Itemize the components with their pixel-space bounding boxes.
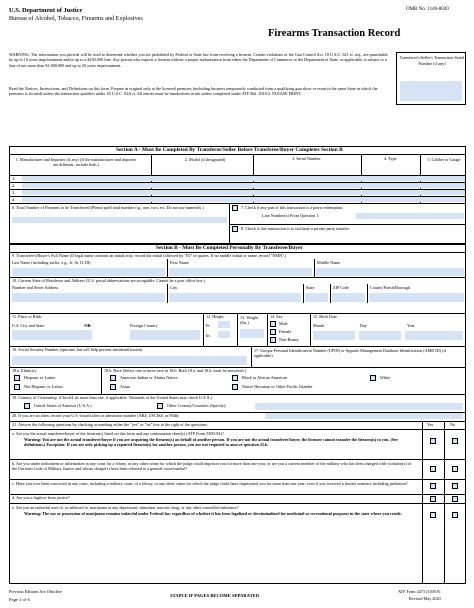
- instructions-text: Read the Notices, Instructions, and Definitions on this form. Prepare in original only at the licensed premises (including business temporarily conducted from a qualifying gun show or event in the same State in which the premises is located) unless the transaction qualifies under 18 U.S.C. 922(c). All entries must be handwritten in ink unless completed under ATF Rul. 2016-2. PLEASE PRINT.: [9, 86, 378, 97]
- q13-label: 13. Weight (lbs.): [240, 315, 259, 326]
- q7-label: 7. Check if any part of this transaction is a pawn redemption.: [241, 205, 344, 210]
- row-2: 2.: [12, 183, 16, 188]
- birth-year-field[interactable]: [405, 331, 463, 340]
- race-white-checkbox[interactable]: [370, 375, 376, 381]
- firearm-row-1-field[interactable]: [22, 176, 465, 181]
- q9-label: 9. Transferee's/Buyer's Full Name (If legal name contains an initial only, record the initial followed by "IO" in quotes. If no middle initial or name, record "NMN".): [12, 253, 287, 258]
- q10-label: 10. Current State of Residence and Address (U.S. postal abbreviations are acceptable. Cannot be a post office box.): [12, 278, 205, 283]
- birth-city-field[interactable]: [12, 330, 92, 340]
- col-model: 2. Model (if designated): [184, 157, 226, 162]
- hispanic-label: Hispanic or Latino: [24, 375, 56, 380]
- divider: [229, 224, 466, 225]
- nonbinary-label: Non-Binary: [279, 337, 300, 342]
- race-american-indian-label: American Indian or Alaska Native: [120, 375, 178, 380]
- race-white-label: White: [380, 375, 391, 380]
- citizenship-usa-label: United States of America (U.S.A.): [34, 403, 92, 408]
- q11-label: 11. Place of Birth: [12, 314, 42, 319]
- q21b-label: b. Are you under indictment or information in any court for a felony, or any other crime for which the judge could imprison you for more than one year, or are you a current member of the military who has been charged with violation(s) of the Uniform Code of Military Justice and whose charge(s) have been referred to a general court-martial?: [12, 461, 412, 472]
- staple-note: STAPLE IF PAGES BECOME SEPARATED: [170, 593, 260, 598]
- divider: [9, 203, 466, 204]
- q15-label: 15. Birth Date: [313, 314, 337, 319]
- q17-label: 17. Unique Personal Identification Number (UPIN) or Appeals Management Database Identification (AMD ID) (if applicable): [254, 348, 447, 359]
- q18a-label: 18.a. Ethnicity: [12, 368, 37, 373]
- q6-label: 6. Total Number of Firearms to be Transferred (Please spell total number e.g., one, two, etc. Do not use numerals.): [12, 205, 204, 210]
- q21e-label: e. Are you an unlawful user of, or addicted to, marijuana or any depressant, stimulant, narcotic drug, or any other controlled substance?: [12, 505, 239, 510]
- street-label: Number and Street Address: [12, 285, 59, 290]
- divider: [9, 154, 466, 155]
- county-field[interactable]: [369, 293, 464, 302]
- race-asian-checkbox[interactable]: [110, 384, 116, 390]
- not-hispanic-label: Not Hispanic or Latino: [24, 384, 63, 389]
- male-label: Male: [279, 321, 288, 326]
- q21b-yes-checkbox[interactable]: [430, 466, 436, 472]
- state-label: State: [306, 285, 315, 290]
- zip-label: ZIP Code: [333, 285, 350, 290]
- page-number: Page 1 of 6: [9, 597, 30, 602]
- divider: [237, 313, 238, 346]
- row-4: 4.: [12, 196, 16, 202]
- divider: [167, 259, 168, 277]
- private-party-checkbox[interactable]: [232, 226, 238, 232]
- q12-label: 12. Height: [206, 314, 224, 319]
- section-b-title: Section B - Must Be Completed Personally By Transferee/Buyer: [156, 244, 303, 251]
- no-header: No: [450, 422, 456, 427]
- divider: [167, 284, 168, 303]
- in-label: In.: [206, 333, 211, 338]
- q18b-label: 18.b. Race (Select one or more race in 18.b. Both 18.a. and 18.b. must be answered.): [104, 368, 246, 373]
- first-name-label: First Name: [170, 260, 189, 265]
- firearm-row-3-field[interactable]: [22, 190, 465, 195]
- q21e-warning: Warning: The use or possession of marijuana remains unlawful under Federal law regardless of whether it has been legalized or decriminalized for medicinal or recreational purposes in the state where you reside.: [24, 511, 402, 516]
- q7-line-label: Line Number(s) From Question 1:: [262, 213, 320, 218]
- divider: [9, 494, 466, 495]
- race-asian-label: Asian: [120, 384, 130, 389]
- divider: [9, 459, 466, 460]
- q21c-label: c. Have you ever been convicted in any court, including a military court, of a felony, or any other crime for which the judge could have imprisoned you for more than one year, even if you received a shorter sentence including probation?: [12, 481, 408, 486]
- citizenship-usa-checkbox[interactable]: [24, 403, 30, 409]
- q21a-no-checkbox[interactable]: [452, 438, 458, 444]
- height-ft-field[interactable]: [218, 321, 230, 328]
- race-pacific-islander-checkbox[interactable]: [232, 384, 238, 390]
- serial-number-field[interactable]: [400, 81, 462, 101]
- race-pacific-islander-label: Native Hawaiian or Other Pacific Islander: [242, 384, 313, 389]
- other-country-field[interactable]: [255, 403, 463, 410]
- firearm-row-4-field[interactable]: [22, 197, 465, 202]
- race-american-indian-checkbox[interactable]: [110, 375, 116, 381]
- col-caliber: 5. Caliber or Gauge: [427, 157, 461, 162]
- hispanic-checkbox[interactable]: [14, 375, 20, 381]
- serial-number-box: [396, 52, 466, 105]
- year-label: Year: [407, 323, 415, 328]
- q21c-yes-checkbox[interactable]: [430, 483, 436, 489]
- divider: [251, 346, 252, 367]
- q21d-yes-checkbox[interactable]: [430, 496, 436, 502]
- city-label: City: [170, 285, 178, 290]
- city-field[interactable]: [169, 293, 301, 302]
- sex-nonbinary-checkbox[interactable]: [270, 337, 276, 343]
- birth-month-field[interactable]: [313, 331, 355, 340]
- race-black-checkbox[interactable]: [232, 375, 238, 381]
- middle-name-label: Middle Name: [317, 260, 341, 265]
- divider: [310, 313, 311, 346]
- county-label: County/Parish/Borough: [370, 285, 410, 290]
- ssn-field[interactable]: [12, 356, 247, 365]
- pawn-line-field[interactable]: [356, 213, 464, 219]
- last-name-label: Last Name (including suffix, e.g., Jr, Sr, II, III): [12, 260, 91, 265]
- q21a-label: a. Are you the actual transferee/buyer of the firearm(s) listed on this form and any continuation sheet(s) (ATF Form 5300.9A)?: [12, 431, 224, 436]
- q21a-warning: Warning: You are not the actual transferee/buyer if you are acquiring the firearm(s) on behalf of another person. If you are not the actual transferee/buyer, the licensee cannot transfer the firearm(s) to you. (See definitions.) Exception: If you are only picking up a repaired firearm(s) for another person, you are not required to answer question 21.b.: [24, 437, 398, 448]
- col-manufacturer: 1. Manufacturer and Importer (if any) (If the manufacturer and importer are different, include both.): [15, 157, 137, 168]
- ft-label: Ft.: [206, 323, 211, 328]
- q14-label: 14. Sex: [270, 314, 283, 319]
- female-label: Female: [279, 329, 292, 334]
- bureau-name: Bureau of Alcohol, Tobacco, Firearms and Explosives: [9, 15, 143, 22]
- warning-block: [9, 52, 394, 105]
- first-name-field[interactable]: [169, 268, 312, 276]
- q21d-no-checkbox[interactable]: [452, 496, 458, 502]
- divider: [303, 284, 304, 303]
- divider: [203, 313, 204, 346]
- last-name-field[interactable]: [12, 268, 165, 276]
- section-a-title: Section A - Must Be Completed By Transferor/Seller Before Transferee/Buyer Completes Section B: [116, 146, 343, 153]
- foreign-country-label: Foreign Country: [130, 323, 158, 328]
- form-number: ATF Form 4473 (5300.9): [398, 589, 441, 594]
- street-field[interactable]: [12, 293, 165, 302]
- q21-label: 21. Answer the following questions by checking or marking either the "yes" or "no" box to the right of the questions:: [12, 422, 208, 427]
- col-serial: 3. Serial Number: [292, 156, 321, 161]
- q21c-no-checkbox[interactable]: [452, 483, 458, 489]
- revised-date: Revised May 2020: [409, 596, 441, 601]
- omb-number: OMB No. 1140-0020: [406, 7, 449, 12]
- race-black-label: Black or African American: [242, 375, 288, 380]
- alien-number-field[interactable]: [265, 413, 463, 419]
- warning-text: WARNING: The information you provide will be used to determine whether you are prohibited by Federal or State law from receiving a firearm. Certain violations of the Gun Control Act, 18 U.S.C. 921 et. seq., are punishable by up to 10 years imprisonment and/or up to a $250,000 fine. Any person who exports a firearm without a proper authorization from either the Department of Commerce or the Department of State, as applicable, is subject to a fine of not more than $1,000,000 and up to 20 years imprisonment.: [9, 52, 388, 68]
- divider: [314, 259, 315, 277]
- middle-name-field[interactable]: [316, 268, 464, 276]
- birth-country-field[interactable]: [130, 330, 200, 340]
- dept-name: U.S. Department of Justice: [9, 7, 83, 14]
- total-firearms-field[interactable]: [12, 217, 227, 223]
- us-city-label: U.S. City and State: [12, 323, 45, 328]
- divider: [330, 284, 331, 303]
- row-3: 3.: [12, 189, 16, 195]
- citizenship-other-checkbox[interactable]: [157, 403, 163, 409]
- q16-label: 16. Social Security Number (optional, but will help prevent misidentification): [12, 347, 143, 352]
- birth-day-field[interactable]: [359, 331, 401, 340]
- divider: [267, 313, 268, 346]
- citizenship-other-label: Other Country/Countries (Specify):: [167, 403, 227, 408]
- serial-number-label: Transferor's/Seller's Transaction Serial Number (if any): [399, 55, 465, 66]
- sex-female-checkbox[interactable]: [270, 329, 276, 335]
- divider: [9, 479, 466, 480]
- q21e-yes-checkbox[interactable]: [430, 512, 436, 518]
- row-1: 1.: [12, 176, 16, 181]
- q21b-no-checkbox[interactable]: [452, 466, 458, 472]
- form-title: Firearms Transaction Record: [268, 28, 401, 39]
- previous-editions: Previous Editions Are Obsolete: [9, 589, 62, 594]
- q20-label: 20. If you are an alien, record your U.S.-issued alien or admission number (AR#, USCIS#, or I94#):: [12, 413, 180, 418]
- height-in-field[interactable]: [218, 331, 230, 338]
- q19-label: 19. Country of Citizenship: (Check/List more than one, if applicable. Nationals of the United States may check U.S.A.): [12, 395, 212, 400]
- divider: [101, 367, 102, 394]
- yes-header: Yes: [427, 422, 434, 427]
- sex-male-checkbox[interactable]: [270, 321, 276, 327]
- zip-field[interactable]: [332, 293, 365, 302]
- q8-label: 8. Check if this transaction is to facilitate a private party transfer.: [241, 226, 350, 231]
- q21a-yes-checkbox[interactable]: [430, 438, 436, 444]
- q21e-no-checkbox[interactable]: [452, 512, 458, 518]
- pawn-redemption-checkbox[interactable]: [232, 205, 238, 211]
- q21d-label: d. Are you a fugitive from justice?: [12, 495, 70, 500]
- weight-field[interactable]: [240, 329, 264, 338]
- state-field[interactable]: [305, 293, 328, 302]
- not-hispanic-checkbox[interactable]: [14, 384, 20, 390]
- firearm-row-2-field[interactable]: [22, 183, 465, 188]
- divider: [367, 284, 368, 303]
- divider: [9, 429, 466, 430]
- divider: [9, 503, 466, 504]
- col-type: 4. Type: [384, 156, 397, 161]
- month-label: Month: [313, 323, 325, 328]
- or-label: -OR-: [83, 323, 93, 328]
- day-label: Day: [360, 323, 367, 328]
